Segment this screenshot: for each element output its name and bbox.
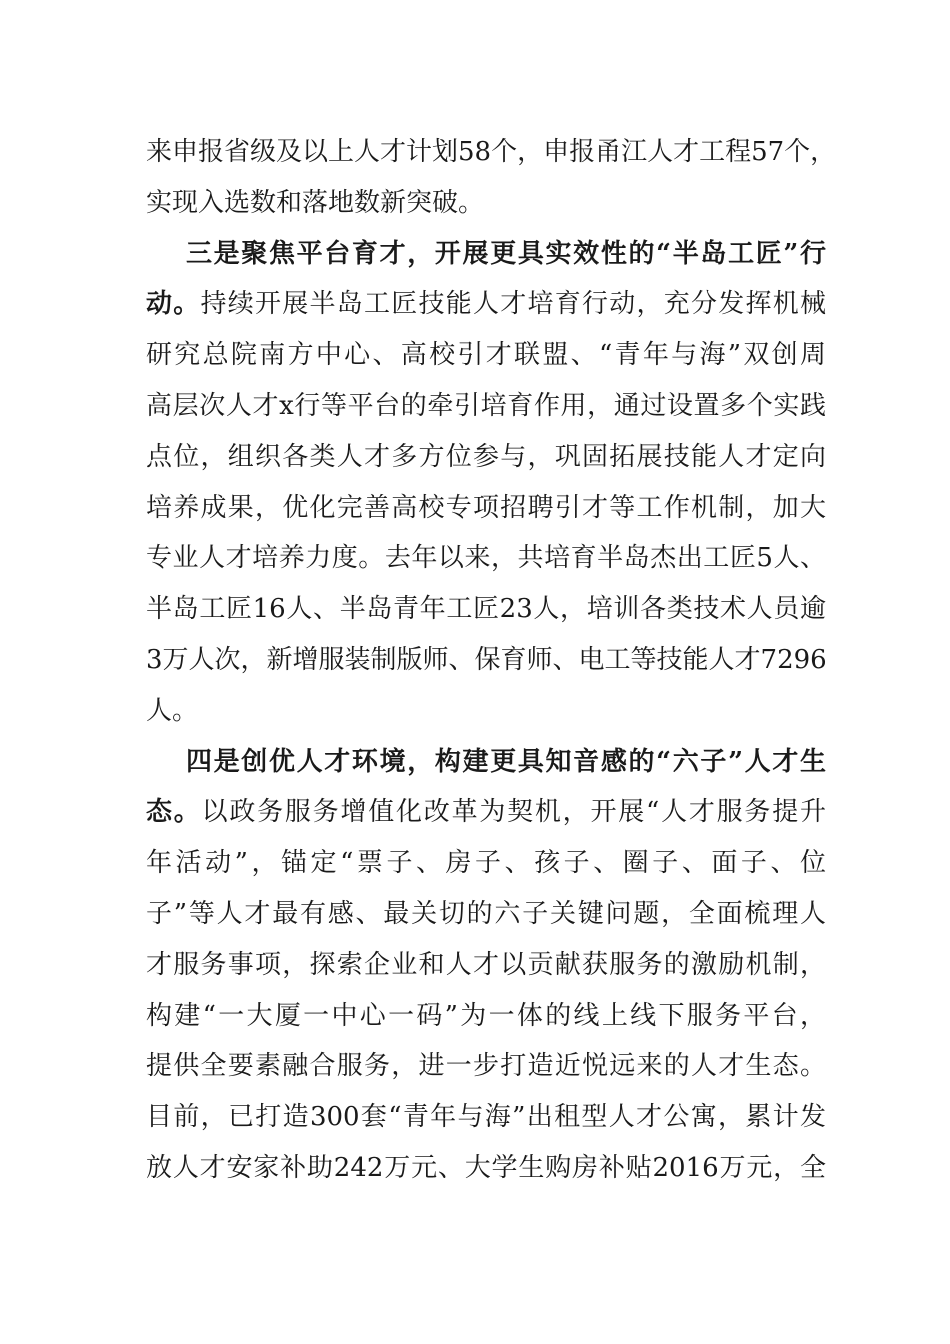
para2-line-2 (146, 279, 826, 330)
para1-line-1: 来申报省级及以上人才计划58个，申报甬江人才工程57个， (146, 137, 837, 167)
para2-line-3: 研究总院南方中心、高校引才联盟、“青年与海”双创周 (146, 340, 826, 371)
para2-heading-line-1: 三是聚焦平台育才，开展更具实效性的“半岛工匠”行 (186, 238, 826, 269)
para1-line-2: 实现入选数和落地数新突破。 (146, 187, 485, 218)
para3-heading-line-1: 四是创优人才环境，构建更具知音感的“六子”人才生 (186, 746, 826, 777)
para2-line-6: 培养成果，优化完善高校专项招聘引才等工作机制，加大 (146, 492, 826, 523)
para2-heading-end: 动。 (146, 289, 201, 320)
para3-line-9: 放人才安家补助242万元、大学生购房补贴2016万元，全 (146, 1152, 826, 1183)
para2-line-10: 人。 (146, 695, 199, 726)
para3-line-2-text: 以政务服务增值化改革为契机，开展“人才服务提升 (201, 797, 826, 828)
para2-line-5: 点位，组织各类人才多方位参与，巩固拓展技能人才定向 (146, 441, 826, 472)
para3-heading-end: 态。 (146, 797, 202, 828)
para3-line-6: 构建“一大厦一中心一码”为一体的线上线下服务平台， (146, 1000, 826, 1031)
para3-line-7: 提供全要素融合服务，进一步打造近悦远来的人才生态。 (146, 1051, 826, 1082)
para2-line-7: 专业人才培养力度。去年以来，共培育半岛杰出工匠5人、 (146, 543, 826, 574)
para3-line-8: 目前，已打造300套“青年与海”出租型人才公寓，累计发 (146, 1102, 826, 1133)
para2-line-2-text: 持续开展半岛工匠技能人才培育行动，充分发挥机械 (200, 289, 826, 320)
para2-line-4: 高层次人才x行等平台的牵引培育作用，通过设置多个实践 (146, 390, 826, 421)
para3-line-4: 子”等人才最有感、最关切的六子关键问题，全面梳理人 (146, 898, 826, 929)
document-body (146, 127, 837, 1194)
para3-line-3: 年活动”，锚定“票子、房子、孩子、圈子、面子、位 (146, 848, 826, 879)
para3-line-5: 才服务事项，探索企业和人才以贡献获服务的激励机制， (146, 949, 826, 980)
para2-line-9: 3万人次，新增服装制版师、保育师、电工等技能人才7296 (146, 644, 827, 675)
para2-line-8: 半岛工匠16人、半岛青年工匠23人，培训各类技术人员逾 (146, 594, 826, 625)
para3-line-2 (146, 787, 826, 838)
